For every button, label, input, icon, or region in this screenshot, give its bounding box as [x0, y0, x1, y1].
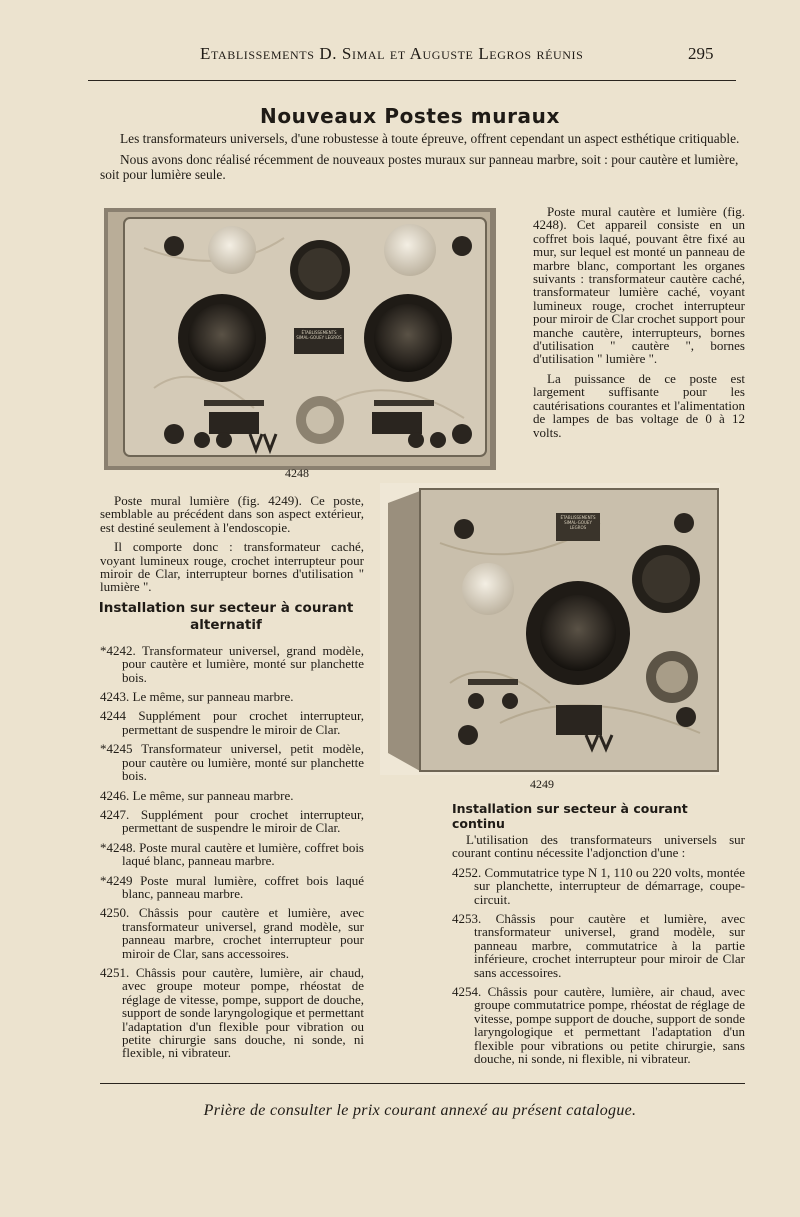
footer-note: Prière de consulter le prix courant annexé au présent catalogue. — [203, 1102, 637, 1119]
section-continu-intro: L'utilisation des transformateurs universels sur courant continu nécessite l'adjonction d'une : — [452, 832, 745, 861]
catalog-item: 4253. Châssis pour cautère et lumière, avec transformateur universel, grand modèle, sur panneau marbre, commutatrice à la partie inférieure, crochet interrupteur pour miroir de Clar sans accessoires. — [452, 911, 745, 980]
running-header-title: Etablissements D. Simal et Auguste Legros réunis — [200, 44, 584, 63]
catalog-item: 4250. Châssis pour cautère et lumière, avec transformateur universel, grand modèle, sur panneau marbre, crochet interrupteur pour miroir de Clar, sans accessoires. — [100, 905, 364, 961]
description-4249-paragraph: Poste mural lumière (fig. 4249). Ce poste, semblable au précédent dans son aspect extérieur, est destiné seulement à l'endoscopie. — [100, 493, 364, 535]
catalog-item: 4244 Supplément pour crochet interrupteur, permettant de suspendre le miroir de Clar. — [100, 708, 364, 737]
catalog-item: *4248. Poste mural cautère et lumière, coffret bois laqué blanc, panneau marbre. — [100, 839, 364, 869]
catalog-item: 4246. Le même, sur panneau marbre. — [100, 787, 294, 803]
catalog-item: *4245 Transformateur universel, petit modèle, pour cautère ou lumière, monté sur planchette bois. — [100, 741, 364, 784]
figure-4248-photo — [104, 208, 496, 470]
catalog-item: *4242. Transformateur universel, grand modèle, pour cautère et lumière, monté sur planchette bois. — [100, 642, 364, 685]
figure-4249-photo — [380, 483, 720, 775]
catalog-item: 4251. Châssis pour cautère, lumière, air chaud, avec groupe moteur pompe, rhéostat de réglage de vitesse, pompe, support de douche, support de sonde laryngologique et permettant l'adaptation d'un flexible pour vibration ou petite chirurgie sans douche, ni sonde, ni flexible, ni vibrateur. — [100, 964, 364, 1061]
page-title: Nouveaux Postes muraux — [260, 104, 560, 128]
figure-4248-nameplate: ÉTABLISSEMENTS SIMAL-GOUEY LEGROS — [296, 330, 342, 340]
description-4248-paragraph: La puissance de ce poste est largement suffisante pour les cautérisations courantes et l'alimentation de lampes de bas voltage de 0 à 12 volts. — [533, 370, 745, 440]
description-4248-paragraph: Poste mural cautère et lumière (fig. 4248). Cet appareil consiste en un coffret bois laqué, pouvant être fixé au mur, sur lequel est monté un panneau de marbre blanc, comportant les organes suivants : transformateur cautère caché, transformateur lumière caché, voyant lumineux rouge, crochet interrupteur pour miroir de Clar crochet support pour manche cautère, interrupteurs, bornes d'utilisation " cautère ", bornes d'utilisation " lumière ". — [533, 204, 745, 367]
figure-4248-caption: 4248 — [285, 466, 309, 480]
page-number: 295 — [688, 44, 714, 63]
figure-4249-caption: 4249 — [530, 777, 554, 791]
intro-block — [100, 131, 740, 182]
catalog-item: 4247. Supplément pour crochet interrupteur, permettant de suspendre le miroir de Clar. — [100, 806, 364, 836]
description-4249-paragraph: Il comporte donc : transformateur caché, voyant lumineux rouge, crochet interrupteur pour miroir de Clar, interrupteur bornes d'utilisation " lumière ". — [100, 539, 364, 595]
intro-paragraph: Les transformateurs universels, d'une robustesse à toute épreuve, offrent cependant un aspect esthétique critiquable. — [120, 131, 740, 146]
catalog-item: 4243. Le même, sur panneau marbre. — [100, 689, 294, 705]
catalog-item: *4249 Poste mural lumière, coffret bois laqué blanc, panneau marbre. — [100, 872, 364, 901]
left-column — [100, 494, 364, 1066]
catalog-item: 4254. Châssis pour cautère, lumière, air chaud, avec groupe commutatrice pompe, rhéostat de réglage de vitesse, pompe support de douche, support de sonde laryngologique et permettant l'adaptation d'un flexible pour vibrations ou petite chirurgie, sans douche, ni sonde, ni flexible, ni vibrateur. — [452, 984, 745, 1067]
catalog-item: 4252. Commutatrice type N 1, 110 ou 220 volts, montée sur planchette, interrupteur de démarrage, coupe-circuit. — [452, 864, 745, 907]
right-column — [452, 801, 745, 1072]
intro-paragraph: Nous avons donc réalisé récemment de nouveaux postes muraux sur panneau marbre, soit : pour cautère et lumière, soit pour lumière seule. — [100, 152, 739, 182]
section-heading-continu: Installation sur secteur à courant continu — [452, 801, 688, 831]
description-4248 — [533, 205, 745, 445]
figure-4249-nameplate: ÉTABLISSEMENTS SIMAL-GOUEY LEGROS — [560, 515, 596, 530]
section-heading-alternatif: Installation sur secteur à courant alternatif — [98, 599, 354, 633]
footer-rule — [100, 1083, 745, 1084]
header-rule — [88, 80, 736, 81]
